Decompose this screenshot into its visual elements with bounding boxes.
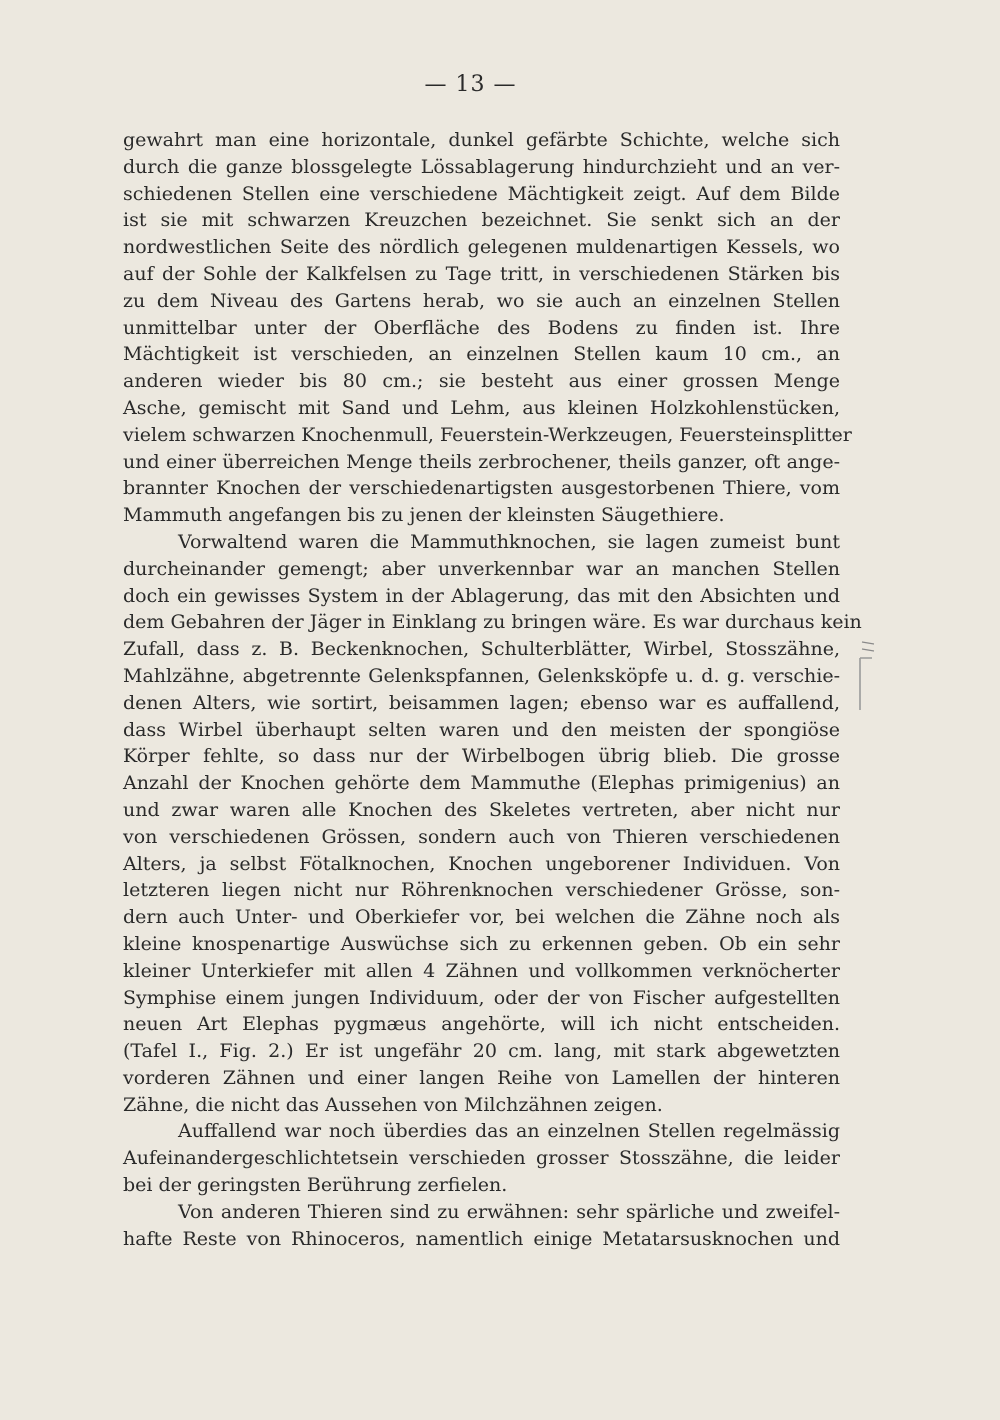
text-line: Mächtigkeit ist verschieden, an einzelnen Stellen kaum 10 cm., an bbox=[123, 343, 840, 366]
text-line: kleine knospenartige Auswüchse sich zu erkennen geben. Ob ein sehr bbox=[123, 932, 840, 955]
text-line: Von anderen Thieren sind zu erwähnen: sehr spärliche und zweifel- bbox=[178, 1200, 840, 1223]
text-line: kleiner Unterkiefer mit allen 4 Zähnen und vollkommen verknöcherter bbox=[123, 959, 840, 982]
text-line: vielem schwarzen Knochenmull, Feuerstein-Werkzeugen, Feuersteinsplitter bbox=[123, 423, 852, 446]
text-line: Asche, gemischt mit Sand und Lehm, aus kleinen Holzkohlenstücken, bbox=[123, 396, 840, 419]
text-line: auf der Sohle der Kalkfelsen zu Tage tritt, in verschiedenen Stärken bis bbox=[123, 262, 840, 285]
text-line: (Tafel I., Fig. 2.) Er ist ungefähr 20 cm. lang, mit stark abgewetzten bbox=[123, 1040, 840, 1063]
text-line: vorderen Zähnen und einer langen Reihe von Lamellen der hinteren bbox=[123, 1066, 840, 1089]
text-line: Körper fehlte, so dass nur der Wirbelbogen übrig blieb. Die grosse bbox=[123, 745, 840, 768]
text-line: Alters, ja selbst Fötalknochen, Knochen ungeborener Individuen. Von bbox=[123, 852, 840, 875]
text-line: Anzahl der Knochen gehörte dem Mammuthe (Elephas primigenius) an bbox=[123, 772, 840, 795]
body-text bbox=[123, 127, 862, 1252]
text-line: dem Gebahren der Jäger in Einklang zu bringen wäre. Es war durchaus kein bbox=[123, 611, 862, 634]
text-line: Auffallend war noch überdies das an einzelnen Stellen regelmässig bbox=[178, 1120, 840, 1143]
paragraph bbox=[123, 529, 862, 1119]
text-line: dass Wirbel überhaupt selten waren und den meisten der spongiöse bbox=[123, 718, 840, 741]
text-line: Symphise einem jungen Individuum, oder der von Fischer aufgestellten bbox=[123, 986, 840, 1009]
text-line: und einer überreichen Menge theils zerbrochener, theils ganzer, oft ange- bbox=[123, 450, 840, 473]
page-number: — 13 — bbox=[424, 72, 517, 97]
text-line: letzteren liegen nicht nur Röhrenknochen verschiedener Grösse, son- bbox=[123, 879, 840, 902]
text-line: und zwar waren alle Knochen des Skeletes vertreten, aber nicht nur bbox=[123, 798, 840, 821]
text-line: Vorwaltend waren die Mammuthknochen, sie lagen zumeist bunt bbox=[178, 530, 840, 553]
text-line: Mammuth angefangen bis zu jenen der kleinsten Säugethiere. bbox=[123, 504, 725, 527]
text-line: schiedenen Stellen eine verschiedene Mächtigkeit zeigt. Auf dem Bilde bbox=[123, 182, 840, 205]
text-line: brannter Knochen der verschiedenartigsten ausgestorbenen Thiere, vom bbox=[123, 477, 840, 500]
text-line: hafte Reste von Rhinoceros, namentlich einige Metatarsusknochen und bbox=[123, 1227, 840, 1250]
text-line: durcheinander gemengt; aber unverkennbar war an manchen Stellen bbox=[123, 557, 840, 580]
text-line: Zähne, die nicht das Aussehen von Milchzähnen zeigen. bbox=[123, 1093, 663, 1116]
text-line: zu dem Niveau des Gartens herab, wo sie auch an einzelnen Stellen bbox=[123, 289, 840, 312]
paragraph bbox=[123, 1199, 840, 1253]
text-line: bei der geringsten Berührung zerfielen. bbox=[123, 1174, 508, 1197]
paragraph bbox=[123, 127, 852, 529]
text-line: Aufeinandergeschlichtetsein verschieden grosser Stosszähne, die leider bbox=[123, 1147, 840, 1170]
text-line: Mahlzähne, abgetrennte Gelenkspfannen, Gelenksköpfe u. d. g. verschie- bbox=[123, 664, 840, 687]
text-line: gewahrt man eine horizontale, dunkel gefärbte Schichte, welche sich bbox=[123, 129, 840, 151]
text-line: anderen wieder bis 80 cm.; sie besteht aus einer grossen Menge bbox=[123, 370, 840, 393]
text-line: doch ein gewisses System in der Ablagerung, das mit den Absichten und bbox=[123, 584, 840, 607]
text-line: dern auch Unter- und Oberkiefer vor, bei welchen die Zähne noch als bbox=[123, 906, 840, 929]
text-line: nordwestlichen Seite des nördlich gelegenen muldenartigen Kessels, wo bbox=[123, 236, 840, 259]
text-line: Zufall, dass z. B. Beckenknochen, Schulterblätter, Wirbel, Stosszähne, bbox=[123, 638, 840, 661]
text-line: durch die ganze blossgelegte Lössablagerung hindurchzieht und an ver- bbox=[123, 155, 840, 178]
text-line: denen Alters, wie sortirt, beisammen lagen; ebenso war es auffallend, bbox=[123, 691, 840, 714]
text-line: neuen Art Elephas pygmæus angehörte, will ich nicht entscheiden. bbox=[123, 1013, 840, 1036]
margin-pencil-mark bbox=[850, 636, 880, 716]
text-line: unmittelbar unter der Oberfläche des Bodens zu finden ist. Ihre bbox=[123, 316, 840, 339]
paragraph bbox=[123, 1118, 840, 1198]
text-line: ist sie mit schwarzen Kreuzchen bezeichnet. Sie senkt sich an der bbox=[123, 209, 840, 232]
text-line: von verschiedenen Grössen, sondern auch von Thieren verschiedenen bbox=[123, 825, 840, 848]
